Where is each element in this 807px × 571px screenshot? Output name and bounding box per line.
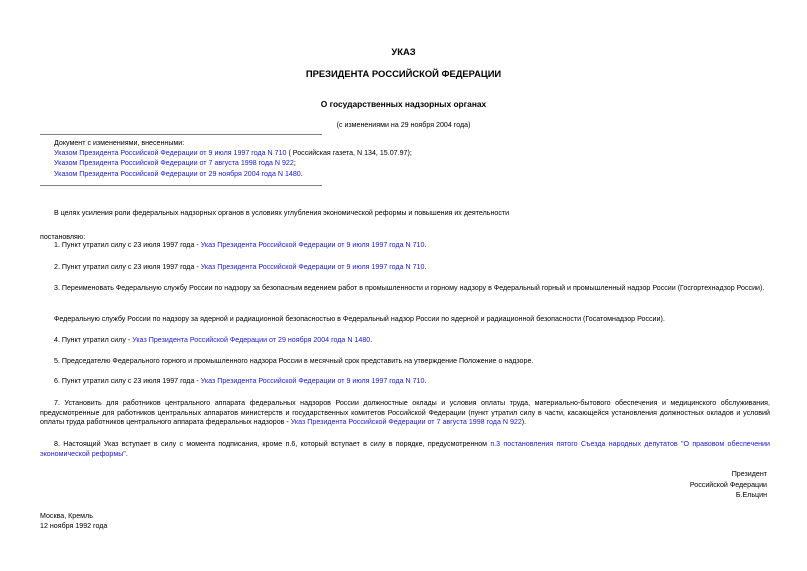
preamble: В целях усиления роли федеральных надзорных органов в условиях углубления экономической реформы и повышения их деятельности xyxy=(54,209,510,217)
signature-title: Президент xyxy=(731,470,767,478)
paragraph-text: 7. Установить для работников центрального аппарата федеральных надзоров России должностные оклады и условия оплаты труда, материально-бытового обеспечения и медицинского обслуживания, предусмотренные для работников центральных аппаратов министерств и государственных комитетов Российской Федерации (пункт утратил силу в части, касающейся установления должностных окладов и условий оплаты труда работников центрального аппарата федеральных надзоров - xyxy=(40,399,770,426)
paragraph-link[interactable]: Указ Президента Российской Федерации от 9 июля 1997 года N 710 xyxy=(200,263,425,271)
paragraph-3b: Федеральную службу России по надзору за ядерной и радиационной безопасностью в Федеральный надзор России по ядерной и радиационной безопасности (Госатомнадзор России). xyxy=(54,315,665,323)
paragraph-7 xyxy=(40,399,770,428)
paragraph-1 xyxy=(54,241,426,251)
paragraph-text: 1. Пункт утратил силу с 23 июля 1997 года - xyxy=(54,241,201,249)
amendment-item xyxy=(54,159,296,169)
signature-country: Российской Федерации xyxy=(689,481,767,489)
amendment-item xyxy=(54,149,412,159)
paragraph-6 xyxy=(54,377,426,387)
paragraph-tail: . xyxy=(424,241,427,249)
amendment-tail: ; xyxy=(293,159,296,167)
amendment-tail: . xyxy=(300,170,303,178)
paragraph-tail: . xyxy=(125,449,128,458)
paragraph-tail: . xyxy=(424,263,427,271)
amendments-intro: Документ с изменениями, внесенными: xyxy=(54,139,185,147)
amendment-link[interactable]: Указом Президента Российской Федерации от 7 августа 1998 года N 922 xyxy=(54,159,294,167)
paragraph-2 xyxy=(54,263,426,273)
paragraph-link[interactable]: п.3 постановления пятого Съезда народных депутатов "О правовом обеспечении экономической реформы" xyxy=(40,440,770,458)
paragraph-text: 4. Пункт утратил силу - xyxy=(54,336,133,344)
amendment-tail: ( Российская газета, N 134, 15.07.97); xyxy=(286,149,412,157)
decree-word: постановляю: xyxy=(40,233,86,241)
paragraph-5: 5. Председателю Федерального горного и промышленного надзора России в месячный срок представить на утверждение Положение о надзоре. xyxy=(54,357,534,365)
paragraph-8 xyxy=(40,440,770,459)
decree-subject: О государственных надзорных органах xyxy=(320,99,487,109)
amendment-note: (с изменениями на 29 ноября 2004 года) xyxy=(336,121,471,129)
paragraph-text: 8. Настоящий Указ вступает в силу с момента подписания, кроме п.6, который вступает в силу в порядке, предусмотренном xyxy=(54,440,491,448)
paragraph-tail: . xyxy=(424,377,427,385)
decree-issuer: ПРЕЗИДЕНТА РОССИЙСКОЙ ФЕДЕРАЦИИ xyxy=(305,68,502,79)
date: 12 ноября 1992 года xyxy=(40,522,108,530)
paragraph-text: 6. Пункт утратил силу с 23 июля 1997 года - xyxy=(54,377,201,385)
amendment-link[interactable]: Указом Президента Российской Федерации от 9 июля 1997 года N 710 xyxy=(54,149,287,157)
bottom-rule xyxy=(40,185,322,186)
top-rule xyxy=(40,134,322,135)
signature-name: Б.Ельцин xyxy=(735,491,767,499)
paragraph-tail: ). xyxy=(521,418,527,426)
paragraph-tail: . xyxy=(370,336,373,344)
paragraph-link[interactable]: Указ Президента Российской Федерации от 9 июля 1997 года N 710 xyxy=(200,377,425,385)
paragraph-3: 3. Переименовать Федеральную службу России по надзору за безопасным ведением работ в промышленности и горному надзору в Федеральный горный и промышленный надзор России (Госгортехнадзор России). xyxy=(54,284,765,292)
paragraph-link[interactable]: Указ Президента Российской Федерации от 7 августа 1998 года N 922 xyxy=(290,418,522,426)
paragraph-link[interactable]: Указ Президента Российской Федерации от 29 ноября 2004 года N 1480 xyxy=(132,336,371,344)
paragraph-4 xyxy=(54,336,372,346)
place: Москва, Кремль xyxy=(40,512,93,520)
amendment-item xyxy=(54,170,303,180)
amendment-link[interactable]: Указом Президента Российской Федерации от 29 ноября 2004 года N 1480 xyxy=(54,170,301,178)
paragraph-text: 2. Пункт утратил силу с 23 июля 1997 года - xyxy=(54,263,201,271)
paragraph-link[interactable]: Указ Президента Российской Федерации от 9 июля 1997 года N 710 xyxy=(200,241,425,249)
decree-title: УКАЗ xyxy=(391,46,416,57)
